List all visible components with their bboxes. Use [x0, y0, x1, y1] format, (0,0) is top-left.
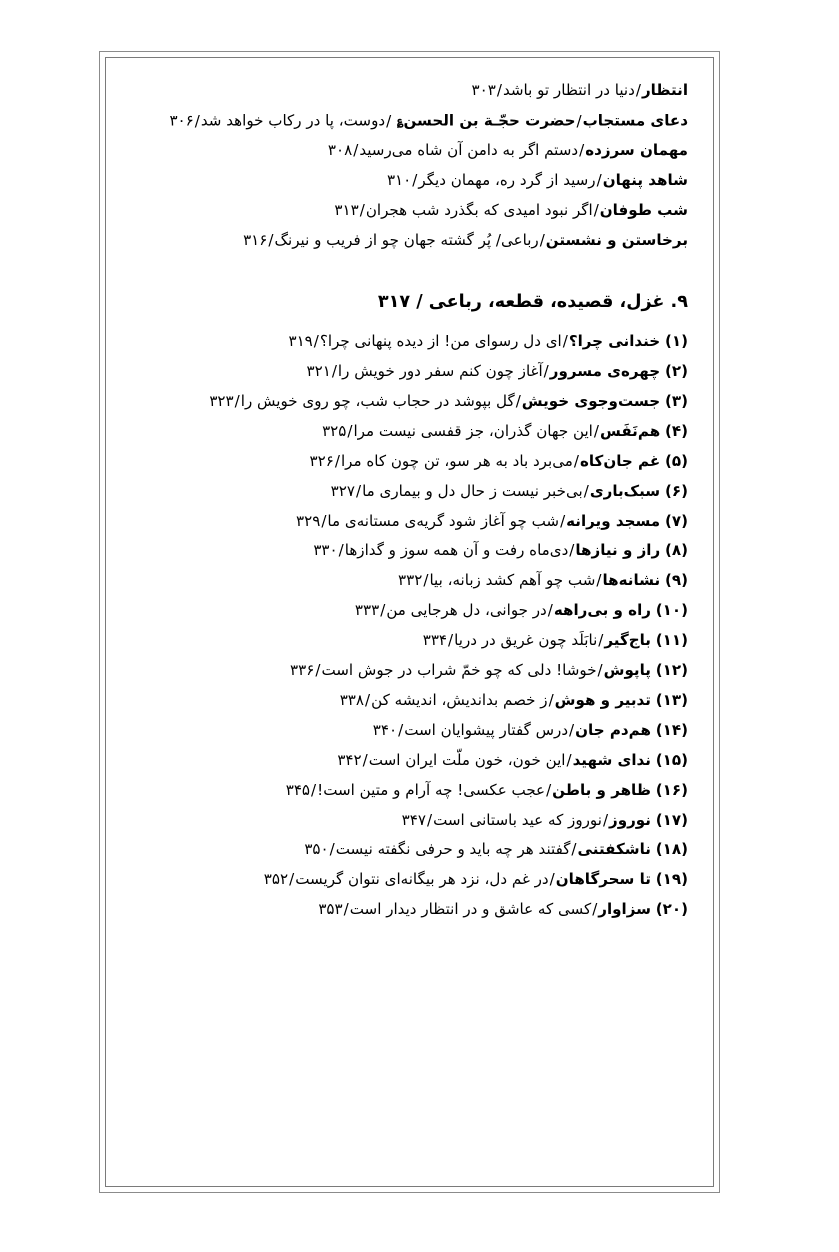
toc-entry-title: ناشکفتنی — [577, 840, 651, 859]
toc-separator: / — [560, 511, 566, 530]
toc-page-number: ۳۲۳ — [209, 391, 234, 410]
toc-separator: / — [547, 601, 553, 620]
toc-line — [127, 477, 688, 507]
toc-line — [127, 357, 688, 387]
toc-page-number: ۳۲۵ — [322, 421, 347, 440]
toc-separator: / — [576, 111, 582, 130]
toc-entry-firstline: دستم اگر به دامن آن شاه می‌رسید — [359, 141, 579, 160]
toc-separator: / — [635, 81, 641, 99]
toc-entry-number: (۱۸) — [655, 840, 688, 859]
toc-separator: / — [562, 332, 568, 351]
toc-entry-firstline: درس گفتار پیشوایان است — [404, 720, 569, 739]
toc-page-separator: / — [380, 601, 386, 620]
toc-page-separator: / — [313, 332, 319, 351]
toc-entry-title: ظاهر و باطن — [552, 780, 651, 799]
toc-separator: / — [602, 810, 609, 829]
toc-page-separator: / — [426, 810, 433, 829]
toc-entry-firstline: دنیا در انتظار تو باشد — [502, 81, 635, 99]
toc-page-number: ۳۱۳ — [334, 201, 359, 220]
toc-line — [127, 417, 688, 447]
toc-entry-title: راز و نیازها — [575, 541, 661, 560]
toc-separator: / — [548, 690, 554, 709]
toc-entry-title: سزاوار — [598, 900, 651, 919]
toc-entry-number: (۱۶) — [655, 780, 688, 799]
toc-page-separator: / — [412, 171, 418, 190]
toc-page-separator: / — [343, 900, 349, 919]
toc-entry-number: (۱۳) — [655, 690, 688, 709]
toc-separator: / — [543, 361, 549, 380]
toc-entry-number: (۴) — [664, 421, 688, 440]
toc-page-separator: / — [362, 750, 368, 769]
toc-line — [127, 686, 688, 716]
toc-page-separator: / — [331, 361, 337, 380]
toc-entry-number: (۱۲) — [655, 661, 688, 680]
toc-line — [127, 656, 688, 686]
toc-page-separator: / — [315, 661, 321, 680]
toc-page-separator: / — [311, 780, 317, 799]
toc-line — [127, 716, 688, 746]
toc-line — [127, 865, 688, 895]
toc-page-separator: / — [353, 141, 359, 160]
toc-separator: / — [593, 421, 599, 440]
toc-line — [127, 776, 688, 806]
toc-page-separator: / — [338, 541, 344, 560]
toc-entry-title: هم‌دم جان — [575, 720, 651, 739]
toc-entry-title: سبک‌باری — [589, 481, 661, 500]
toc-separator: / — [515, 391, 521, 410]
honorific-glyph-icon: ؏ — [396, 113, 404, 127]
toc-entry-firstline: آغاز چون کنم سفر دور خویش را — [337, 361, 543, 380]
toc-entry-number: (۳) — [664, 391, 688, 410]
toc-entry-firstline: ای دل رسوای من! از دیده پنهانی چرا؟ — [319, 332, 562, 351]
toc-separator: / — [573, 451, 579, 470]
toc-entry-number: (۱۰) — [655, 601, 688, 620]
toc-entry-title: راه و بی‌راهه — [553, 601, 651, 620]
toc-entry-title: مهمان سرزده — [585, 141, 688, 160]
toc-page-number: ۳۱۶ — [243, 231, 268, 250]
toc-entry-title: انتظار — [641, 81, 688, 99]
toc-line — [127, 226, 688, 256]
toc-entry-number: (۱) — [664, 332, 688, 351]
toc-entry-firstline: این خون، خون ملّت ایران است — [368, 750, 566, 769]
toc-page-separator: / — [321, 511, 327, 530]
toc-entry-firstline: کسی که عاشق و در انتظار دیدار است — [349, 900, 592, 919]
toc-entry-firstline: این جهان گذران، جز قفسی نیست مرا — [353, 421, 593, 440]
toc-line — [127, 596, 688, 626]
toc-page-number: ۳۵۳ — [318, 900, 343, 919]
toc-page-number: ۳۲۱ — [306, 361, 331, 380]
toc-entry-number: (۵) — [664, 451, 688, 470]
toc-entry-firstline: اگر نبود امیدی که بگذرد شب هجران — [365, 201, 593, 220]
toc-entry-number: (۶) — [664, 481, 688, 500]
toc-entry-title: شب طوفان — [599, 201, 688, 220]
toc-entry-number: (۱۵) — [655, 750, 688, 769]
toc-entry-title: دعای مستجاب — [582, 111, 688, 130]
toc-separator: / — [539, 231, 545, 250]
toc-numbered-list — [127, 327, 688, 925]
toc-page-separator: / — [289, 870, 295, 889]
toc-page-separator: / — [334, 451, 340, 470]
toc-line — [127, 166, 688, 196]
toc-entry-firstline: عجب عکسی! چه آرام و متین است! — [317, 780, 546, 799]
toc-page-number: ۳۳۲ — [398, 571, 423, 590]
toc-page-number: ۳۲۶ — [309, 451, 334, 470]
toc-page-separator: / — [329, 840, 335, 859]
toc-page-number: ۳۵۲ — [263, 870, 289, 889]
toc-line — [127, 136, 688, 166]
toc-entry-title: هم‌نَفَس — [599, 421, 661, 440]
toc-line — [127, 566, 688, 596]
toc-separator: / — [593, 201, 599, 220]
toc-entry-firstline: در غم دل، نزد هر بیگانه‌ای نتوان گریست — [295, 870, 549, 889]
toc-entry-number: (۱۴) — [655, 720, 688, 739]
toc-page-separator: / — [347, 421, 353, 440]
toc-page-number: ۳۱۹ — [288, 332, 313, 351]
toc-page-separator: / — [496, 81, 502, 99]
toc-separator: / — [571, 840, 577, 859]
toc-entry-firstline: خوشا! دلی که چو خمّ شراب در جوش است — [321, 661, 597, 680]
toc-page-number: ۳۰۶ — [169, 111, 194, 130]
toc-separator: / — [549, 870, 555, 889]
toc-entry-firstline: دی‌ماه رفت و آن همه سوز و گدازها — [344, 541, 569, 560]
toc-line — [127, 106, 688, 137]
toc-page-number: ۳۴۷ — [401, 810, 426, 829]
toc-page-number: ۳۰۸ — [327, 141, 353, 160]
toc-page-separator: / — [355, 481, 362, 500]
toc-entry-number: (۱۱) — [655, 631, 688, 650]
toc-separator: / — [569, 720, 575, 739]
toc-entry-firstline: در جوانی، دل هرجایی من — [386, 601, 547, 620]
toc-entry-title: جست‌وجوی خویش — [521, 391, 661, 410]
toc-page-separator: / — [423, 571, 429, 590]
toc-line — [127, 895, 688, 925]
toc-entry-firstline: نابَلَد چون غریق در دریا — [454, 631, 598, 650]
toc-line — [127, 507, 688, 537]
toc-page-number: ۳۳۰ — [313, 541, 338, 560]
toc-page-number: ۳۵۰ — [304, 840, 329, 859]
toc-entry-title: نوروز — [609, 810, 651, 829]
toc-separator: / — [546, 780, 552, 799]
toc-entry-title: چهره‌ی مسرور — [549, 361, 661, 380]
toc-line — [127, 626, 688, 656]
toc-entry-name: حضرت حجّـة بن الحسن — [403, 111, 576, 130]
toc-line — [127, 387, 688, 417]
toc-page-separator: / — [268, 231, 274, 250]
toc-page-number: ۳۲۷ — [330, 481, 355, 500]
toc-separator: / — [597, 661, 603, 680]
toc-entry-number: (۹) — [664, 571, 688, 590]
toc-entry-firstline: نوروز که عید باستانی است — [433, 810, 602, 829]
toc-page-number: ۳۰۳ — [471, 81, 496, 99]
toc-page-number: ۳۴۲ — [337, 750, 362, 769]
toc-entry-title: مسجد ویرانه — [566, 511, 661, 530]
toc-entry-title: شاهد پنهان — [602, 171, 688, 190]
toc-entry-title: ندای شهید — [572, 750, 651, 769]
toc-page-content — [105, 57, 714, 1187]
toc-entry-number: (۱۷) — [655, 810, 688, 829]
toc-page-number: ۳۴۰ — [372, 720, 398, 739]
toc-entry-firstline: ز خصم بداندیش، اندیشه کن — [371, 690, 548, 709]
toc-entry-firstline: می‌برد باد به هر سو، تن چون کاه مرا — [340, 451, 573, 470]
toc-page-number: ۳۳۴ — [422, 631, 448, 650]
toc-line — [127, 196, 688, 226]
toc-page-number: ۳۴۵ — [285, 780, 311, 799]
toc-entry-firstline: شب چو آغاز شود گریه‌ی مستانه‌ی ما — [327, 511, 560, 530]
toc-group-continuation — [127, 76, 688, 256]
toc-inner-separator: / — [386, 111, 396, 130]
toc-line — [127, 327, 688, 357]
toc-line — [127, 447, 688, 477]
toc-entry-firstline: رباعی/ پُر گشته جهان چو از فریب و نیرنگ — [274, 231, 539, 250]
toc-separator: / — [598, 631, 604, 650]
toc-page-separator: / — [398, 720, 404, 739]
toc-page-number: ۳۳۳ — [354, 601, 380, 620]
toc-page-number: ۳۱۰ — [386, 171, 412, 190]
toc-entry-firstline: بی‌خبر نیست ز حال دل و بیماری ما — [362, 481, 583, 500]
toc-page-separator: / — [448, 631, 454, 650]
toc-entry-title: تا سحرگاهان — [555, 870, 651, 889]
toc-entry-firstline: گفتند هر چه باید و حرفی نگفته نیست — [335, 840, 571, 859]
toc-page-separator: / — [359, 201, 365, 220]
toc-line — [127, 746, 688, 776]
toc-line — [127, 806, 688, 836]
toc-line — [127, 536, 688, 566]
toc-page-separator: / — [365, 690, 371, 709]
toc-separator: / — [569, 541, 575, 560]
toc-separator: / — [596, 571, 602, 590]
toc-entry-title: پاپوش — [603, 661, 651, 680]
toc-entry-number: (۸) — [664, 541, 688, 560]
toc-entry-firstline: دوست، پا در رکاب خواهد شد — [200, 111, 386, 130]
section-heading: ۹. غزل، قصیده، قطعه، رباعی / ۳۱۷ — [377, 292, 688, 313]
toc-separator: / — [596, 171, 602, 190]
toc-entry-title: تدبیر و هوش — [554, 690, 651, 709]
toc-entry-firstline: گل بپوشد در حجاب شب، چو روی خویش را — [240, 391, 515, 410]
toc-entry-number: (۲) — [664, 361, 688, 380]
toc-entry-number: (۲۰) — [655, 900, 688, 919]
toc-page-number: ۳۳۶ — [290, 661, 315, 680]
toc-entry-title: غم جان‌کاه — [579, 451, 661, 470]
toc-page-separator: / — [234, 391, 240, 410]
toc-page-separator: / — [194, 111, 200, 130]
toc-entry-number: (۷) — [664, 511, 688, 530]
toc-page-number: ۳۲۹ — [296, 511, 321, 530]
toc-entry-title: خندانی چرا؟ — [568, 332, 661, 351]
toc-separator: / — [592, 900, 598, 919]
toc-separator: / — [579, 141, 585, 160]
toc-entry-number: (۱۹) — [655, 870, 688, 889]
toc-entry-firstline: شب چو آهم کشد زبانه، بیا — [429, 571, 596, 590]
toc-line — [127, 76, 688, 106]
toc-entry-title: باج‌گیر — [604, 631, 651, 650]
toc-entry-firstline: رسید از گرد ره، مهمان دیگر — [418, 171, 596, 190]
toc-line — [127, 835, 688, 865]
toc-entry-title: نشانه‌ها — [602, 571, 661, 590]
toc-separator: / — [566, 750, 572, 769]
toc-separator: / — [583, 481, 589, 500]
toc-entry-title: برخاستن و نشستن — [545, 231, 688, 250]
toc-page-number: ۳۳۸ — [339, 690, 365, 709]
